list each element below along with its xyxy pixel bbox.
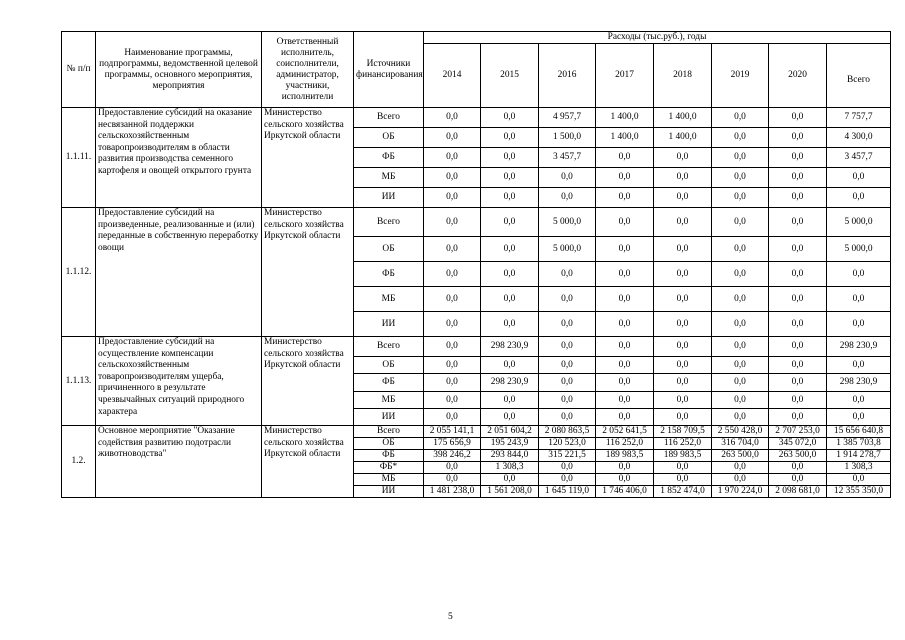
header-year: 2014 xyxy=(424,44,481,108)
year-value-cell: 0,0 xyxy=(712,208,769,237)
total-cell: 1 385 703,8 xyxy=(827,438,891,450)
year-value-cell: 0,0 xyxy=(596,462,654,474)
year-value-cell: 0,0 xyxy=(712,474,769,486)
year-value-cell: 0,0 xyxy=(654,168,712,188)
total-cell: 0,0 xyxy=(827,168,891,188)
year-value-cell: 0,0 xyxy=(712,262,769,287)
header-total: Всего xyxy=(827,44,891,108)
header-year: 2015 xyxy=(481,44,539,108)
year-value-cell: 0,0 xyxy=(424,188,481,208)
year-value-cell: 0,0 xyxy=(424,409,481,426)
year-value-cell: 0,0 xyxy=(654,188,712,208)
year-value-cell: 0,0 xyxy=(712,287,769,312)
year-value-cell: 0,0 xyxy=(481,392,539,409)
year-value-cell: 0,0 xyxy=(424,392,481,409)
year-value-cell: 0,0 xyxy=(481,287,539,312)
total-cell: 0,0 xyxy=(827,357,891,374)
total-cell: 4 300,0 xyxy=(827,128,891,148)
item-responsible: Министерство сельского хозяйства Иркутской области xyxy=(262,426,354,498)
funding-source: ФБ xyxy=(354,262,424,287)
year-value-cell: 175 656,9 xyxy=(424,438,481,450)
year-value-cell: 189 983,5 xyxy=(654,450,712,462)
year-value-cell: 315 221,5 xyxy=(539,450,596,462)
header-num: № п/п xyxy=(62,32,96,108)
year-value-cell: 398 246,2 xyxy=(424,450,481,462)
year-value-cell: 0,0 xyxy=(654,409,712,426)
funding-source: МБ xyxy=(354,287,424,312)
year-value-cell: 0,0 xyxy=(712,462,769,474)
total-cell: 0,0 xyxy=(827,312,891,337)
total-cell: 0,0 xyxy=(827,392,891,409)
table-row xyxy=(62,426,891,438)
year-value-cell: 2 080 863,5 xyxy=(539,426,596,438)
year-value-cell: 0,0 xyxy=(654,374,712,392)
year-value-cell: 0,0 xyxy=(596,374,654,392)
year-value-cell: 0,0 xyxy=(596,262,654,287)
total-cell: 1 308,3 xyxy=(827,462,891,474)
year-value-cell: 2 051 604,2 xyxy=(481,426,539,438)
year-value-cell: 195 243,9 xyxy=(481,438,539,450)
year-value-cell: 0,0 xyxy=(539,312,596,337)
year-value-cell: 0,0 xyxy=(424,128,481,148)
year-value-cell: 0,0 xyxy=(539,262,596,287)
year-value-cell: 0,0 xyxy=(769,474,827,486)
total-cell: 0,0 xyxy=(827,474,891,486)
year-value-cell: 0,0 xyxy=(769,108,827,128)
funding-source: ФБ xyxy=(354,148,424,168)
year-value-cell: 0,0 xyxy=(539,409,596,426)
year-value-cell: 0,0 xyxy=(712,237,769,262)
year-value-cell: 0,0 xyxy=(769,128,827,148)
year-value-cell: 0,0 xyxy=(596,168,654,188)
table-row xyxy=(62,337,891,357)
funding-source: Всего xyxy=(354,108,424,128)
item-code: 1.2. xyxy=(62,426,96,498)
funding-source: Всего xyxy=(354,426,424,438)
total-cell: 0,0 xyxy=(827,188,891,208)
year-value-cell: 0,0 xyxy=(769,168,827,188)
year-value-cell: 0,0 xyxy=(424,287,481,312)
year-value-cell: 0,0 xyxy=(769,462,827,474)
header-year: 2019 xyxy=(712,44,769,108)
year-value-cell: 0,0 xyxy=(596,188,654,208)
year-value-cell: 0,0 xyxy=(539,188,596,208)
total-cell: 1 914 278,7 xyxy=(827,450,891,462)
funding-source: ИИ xyxy=(354,409,424,426)
year-value-cell: 0,0 xyxy=(424,108,481,128)
funding-source: МБ xyxy=(354,474,424,486)
year-value-cell: 1 500,0 xyxy=(539,128,596,148)
funding-source: ОБ xyxy=(354,128,424,148)
table-row xyxy=(62,108,891,128)
item-code: 1.1.12. xyxy=(62,208,96,337)
year-value-cell: 0,0 xyxy=(654,357,712,374)
funding-source: ФБ* xyxy=(354,462,424,474)
year-value-cell: 116 252,0 xyxy=(654,438,712,450)
year-value-cell: 0,0 xyxy=(424,462,481,474)
year-value-cell: 1 400,0 xyxy=(654,108,712,128)
total-cell: 3 457,7 xyxy=(827,148,891,168)
year-value-cell: 0,0 xyxy=(712,337,769,357)
year-value-cell: 0,0 xyxy=(424,208,481,237)
funding-source: ФБ xyxy=(354,374,424,392)
year-value-cell: 0,0 xyxy=(654,462,712,474)
year-value-cell: 0,0 xyxy=(424,357,481,374)
total-cell: 12 355 350,0 xyxy=(827,486,891,498)
total-cell: 15 656 640,8 xyxy=(827,426,891,438)
year-value-cell: 0,0 xyxy=(654,148,712,168)
funding-source: Всего xyxy=(354,208,424,237)
year-value-cell: 1 481 238,0 xyxy=(424,486,481,498)
funding-source: ОБ xyxy=(354,237,424,262)
year-value-cell: 0,0 xyxy=(539,392,596,409)
year-value-cell: 0,0 xyxy=(712,392,769,409)
item-name: Предоставление субсидий на оказание несвязанной поддержки сельскохозяйственным товаропроизводителям в области развития производства семенного картофеля и овощей открытого грунта xyxy=(96,108,262,208)
year-value-cell: 2 098 681,0 xyxy=(769,486,827,498)
year-value-cell: 0,0 xyxy=(424,148,481,168)
funding-source: МБ xyxy=(354,168,424,188)
funding-source: ИИ xyxy=(354,312,424,337)
year-value-cell: 5 000,0 xyxy=(539,237,596,262)
funding-source: Всего xyxy=(354,337,424,357)
funding-source: ФБ xyxy=(354,450,424,462)
header-year: 2016 xyxy=(539,44,596,108)
budget-table-sheet xyxy=(61,31,890,498)
year-value-cell: 4 957,7 xyxy=(539,108,596,128)
year-value-cell: 345 072,0 xyxy=(769,438,827,450)
header-year: 2017 xyxy=(596,44,654,108)
year-value-cell: 0,0 xyxy=(424,474,481,486)
year-value-cell: 0,0 xyxy=(539,374,596,392)
year-value-cell: 0,0 xyxy=(712,168,769,188)
year-value-cell: 0,0 xyxy=(424,168,481,188)
year-value-cell: 0,0 xyxy=(481,237,539,262)
budget-table xyxy=(61,31,891,498)
year-value-cell: 1 400,0 xyxy=(654,128,712,148)
year-value-cell: 0,0 xyxy=(539,357,596,374)
total-cell: 5 000,0 xyxy=(827,208,891,237)
year-value-cell: 0,0 xyxy=(769,188,827,208)
year-value-cell: 0,0 xyxy=(481,108,539,128)
year-value-cell: 0,0 xyxy=(654,474,712,486)
year-value-cell: 0,0 xyxy=(769,262,827,287)
year-value-cell: 1 400,0 xyxy=(596,128,654,148)
total-cell: 7 757,7 xyxy=(827,108,891,128)
year-value-cell: 0,0 xyxy=(424,374,481,392)
year-value-cell: 0,0 xyxy=(712,108,769,128)
item-name: Основное мероприятие "Оказание содействия развитию подотрасли животноводства" xyxy=(96,426,262,498)
year-value-cell: 263 500,0 xyxy=(769,450,827,462)
year-value-cell: 0,0 xyxy=(712,188,769,208)
year-value-cell: 298 230,9 xyxy=(481,374,539,392)
item-responsible: Министерство сельского хозяйства Иркутской области xyxy=(262,208,354,337)
year-value-cell: 0,0 xyxy=(481,208,539,237)
year-value-cell: 0,0 xyxy=(712,148,769,168)
year-value-cell: 0,0 xyxy=(712,409,769,426)
item-responsible: Министерство сельского хозяйства Иркутской области xyxy=(262,108,354,208)
year-value-cell: 0,0 xyxy=(424,237,481,262)
year-value-cell: 2 055 141,1 xyxy=(424,426,481,438)
year-value-cell: 0,0 xyxy=(596,208,654,237)
year-value-cell: 0,0 xyxy=(424,262,481,287)
table-row xyxy=(62,208,891,237)
year-value-cell: 0,0 xyxy=(769,409,827,426)
page-number: 5 xyxy=(448,612,453,622)
header-year: 2018 xyxy=(654,44,712,108)
header-responsible: Ответственный исполнитель, соисполнители, администратор, участники, исполнители xyxy=(262,32,354,108)
year-value-cell: 0,0 xyxy=(654,262,712,287)
year-value-cell: 1 400,0 xyxy=(596,108,654,128)
year-value-cell: 0,0 xyxy=(596,392,654,409)
item-code: 1.1.11. xyxy=(62,108,96,208)
year-value-cell: 0,0 xyxy=(539,474,596,486)
year-value-cell: 0,0 xyxy=(769,312,827,337)
year-value-cell: 189 983,5 xyxy=(596,450,654,462)
year-value-cell: 0,0 xyxy=(424,337,481,357)
year-value-cell: 0,0 xyxy=(596,337,654,357)
total-cell: 0,0 xyxy=(827,409,891,426)
total-cell: 0,0 xyxy=(827,262,891,287)
year-value-cell: 0,0 xyxy=(596,357,654,374)
year-value-cell: 0,0 xyxy=(539,462,596,474)
year-value-cell: 120 523,0 xyxy=(539,438,596,450)
item-name: Предоставление субсидий на произведенные, реализованные и (или) переданные в собственную переработку овощи xyxy=(96,208,262,337)
year-value-cell: 0,0 xyxy=(481,168,539,188)
year-value-cell: 0,0 xyxy=(481,262,539,287)
year-value-cell: 0,0 xyxy=(654,237,712,262)
item-name: Предоставление субсидий на осуществление компенсации сельскохозяйственным товаропроизводителям ущерба, причиненного в результате чрезвычайных ситуаций природного характера xyxy=(96,337,262,426)
year-value-cell: 0,0 xyxy=(712,312,769,337)
year-value-cell: 0,0 xyxy=(769,237,827,262)
year-value-cell: 0,0 xyxy=(596,237,654,262)
year-value-cell: 5 000,0 xyxy=(539,208,596,237)
year-value-cell: 0,0 xyxy=(654,312,712,337)
year-value-cell: 0,0 xyxy=(712,374,769,392)
year-value-cell: 0,0 xyxy=(481,409,539,426)
year-value-cell: 0,0 xyxy=(539,287,596,312)
year-value-cell: 2 052 641,5 xyxy=(596,426,654,438)
year-value-cell: 0,0 xyxy=(596,287,654,312)
year-value-cell: 0,0 xyxy=(596,148,654,168)
year-value-cell: 2 707 253,0 xyxy=(769,426,827,438)
funding-source: ИИ xyxy=(354,188,424,208)
year-value-cell: 0,0 xyxy=(712,357,769,374)
total-cell: 5 000,0 xyxy=(827,237,891,262)
year-value-cell: 0,0 xyxy=(769,148,827,168)
year-value-cell: 0,0 xyxy=(481,188,539,208)
total-cell: 298 230,9 xyxy=(827,337,891,357)
funding-source: ОБ xyxy=(354,438,424,450)
total-cell: 298 230,9 xyxy=(827,374,891,392)
year-value-cell: 0,0 xyxy=(769,374,827,392)
header-year: 2020 xyxy=(769,44,827,108)
header-expenses: Расходы (тыс.руб.), годы xyxy=(424,32,891,44)
year-value-cell: 1 645 119,0 xyxy=(539,486,596,498)
year-value-cell: 298 230,9 xyxy=(481,337,539,357)
year-value-cell: 0,0 xyxy=(769,392,827,409)
year-value-cell: 316 704,0 xyxy=(712,438,769,450)
year-value-cell: 0,0 xyxy=(539,168,596,188)
year-value-cell: 0,0 xyxy=(654,392,712,409)
year-value-cell: 0,0 xyxy=(481,312,539,337)
year-value-cell: 293 844,0 xyxy=(481,450,539,462)
year-value-cell: 0,0 xyxy=(424,312,481,337)
year-value-cell: 0,0 xyxy=(596,312,654,337)
year-value-cell: 2 158 709,5 xyxy=(654,426,712,438)
year-value-cell: 0,0 xyxy=(596,409,654,426)
year-value-cell: 0,0 xyxy=(769,287,827,312)
year-value-cell: 0,0 xyxy=(481,128,539,148)
funding-source: ИИ xyxy=(354,486,424,498)
total-cell: 0,0 xyxy=(827,287,891,312)
year-value-cell: 0,0 xyxy=(481,148,539,168)
year-value-cell: 116 252,0 xyxy=(596,438,654,450)
year-value-cell: 1 746 406,0 xyxy=(596,486,654,498)
year-value-cell: 1 561 208,0 xyxy=(481,486,539,498)
table-body xyxy=(62,108,891,498)
header-name: Наименование программы, подпрограммы, ведомственной целевой программы, основного мероприятия, мероприятия xyxy=(96,32,262,108)
year-value-cell: 0,0 xyxy=(654,337,712,357)
year-value-cell: 1 970 224,0 xyxy=(712,486,769,498)
year-value-cell: 2 550 428,0 xyxy=(712,426,769,438)
year-value-cell: 0,0 xyxy=(596,474,654,486)
year-value-cell: 0,0 xyxy=(481,357,539,374)
year-value-cell: 0,0 xyxy=(769,357,827,374)
item-responsible: Министерство сельского хозяйства Иркутской области xyxy=(262,337,354,426)
year-value-cell: 0,0 xyxy=(769,208,827,237)
funding-source: ОБ xyxy=(354,357,424,374)
year-value-cell: 0,0 xyxy=(539,337,596,357)
year-value-cell: 263 500,0 xyxy=(712,450,769,462)
header-source: Источники финансирования xyxy=(354,32,424,108)
year-value-cell: 0,0 xyxy=(769,337,827,357)
year-value-cell: 0,0 xyxy=(712,128,769,148)
item-code: 1.1.13. xyxy=(62,337,96,426)
year-value-cell: 1 308,3 xyxy=(481,462,539,474)
funding-source: МБ xyxy=(354,392,424,409)
year-value-cell: 0,0 xyxy=(654,287,712,312)
year-value-cell: 0,0 xyxy=(654,208,712,237)
year-value-cell: 1 852 474,0 xyxy=(654,486,712,498)
year-value-cell: 0,0 xyxy=(481,474,539,486)
year-value-cell: 3 457,7 xyxy=(539,148,596,168)
